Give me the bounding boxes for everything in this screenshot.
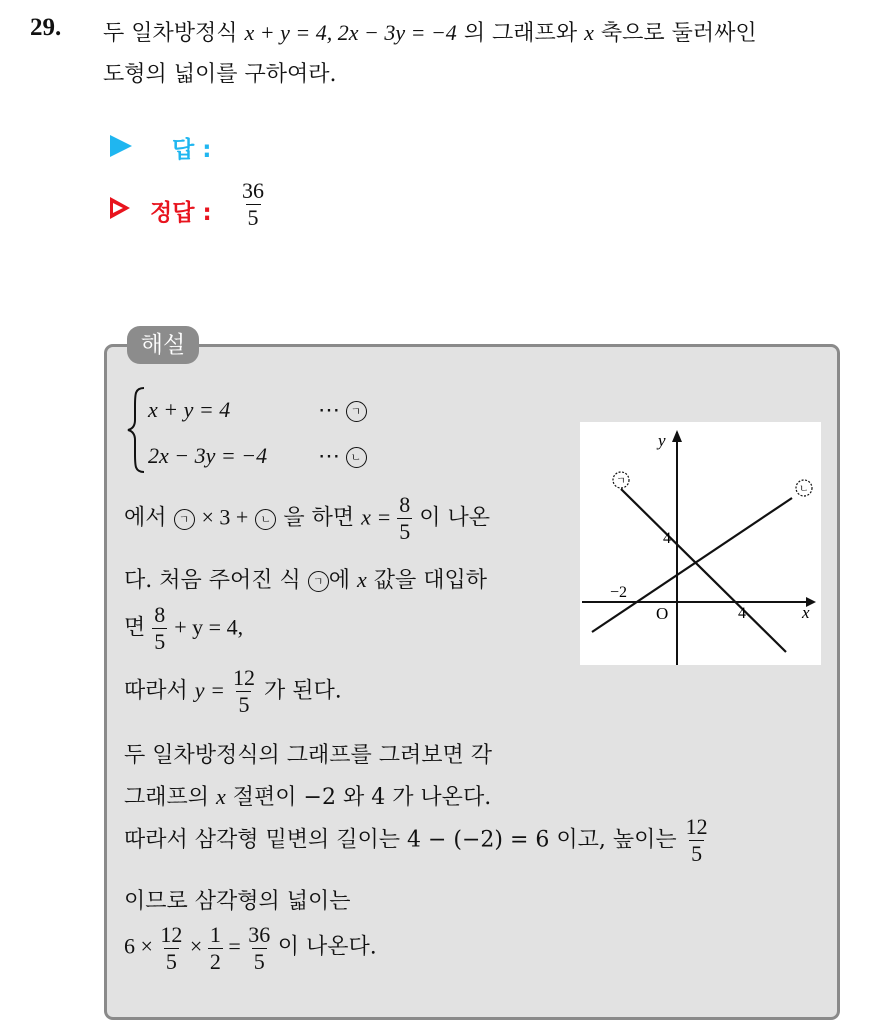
origin-label: O xyxy=(656,604,669,623)
system-equation-2-ref: ⋯ ㄴ xyxy=(318,443,367,469)
x-axis-label: x xyxy=(802,603,810,622)
line-graph xyxy=(580,422,821,665)
graph-line-2 xyxy=(592,498,792,632)
question-text: 축으로 둘러싸인 xyxy=(600,21,757,46)
solution-line-9: 6 × $\frac{12}{5}$ × $\frac{1}{2}$ = $\frac{36}{5}$ 이 나온다. xyxy=(124,922,377,974)
correct-answer-label: 정답 : xyxy=(150,200,212,226)
y-axis-arrow-icon xyxy=(672,430,682,442)
answer-arrow-icon xyxy=(110,135,132,157)
y-intercept-label: 4 xyxy=(663,530,671,547)
question-equations: x + y = 4, 2x − 3y = −4 xyxy=(244,20,457,45)
question-text: 두 일차방정식 xyxy=(103,21,238,46)
question-variable: x xyxy=(584,20,594,45)
solution-line-6: 그래프의 x 절편이 −2 와 4 가 나온다. xyxy=(124,784,492,810)
solution-line-3: 면 $\frac{8}{5}$ + y = 4, xyxy=(124,602,244,654)
solution-line-7: 따라서 삼각형 밑변의 길이는 4 − (−2) = 6 이고, 높이는 $\frac{12}{5}$ xyxy=(124,814,708,866)
system-equation-1: x + y = 4 xyxy=(148,397,231,422)
system-equation-2: 2x − 3y = −4 xyxy=(148,443,268,468)
question-line-2: 도형의 넓이를 구하여라. xyxy=(103,62,337,87)
line-1-label: ㄱ xyxy=(616,476,626,487)
correct-answer-value: $\frac{36}{5}$ xyxy=(242,178,264,230)
question-text: 의 그래프와 xyxy=(463,21,578,46)
graph-panel xyxy=(580,422,821,665)
line-2-label: ㄴ xyxy=(799,484,809,495)
answer-label: 답 : xyxy=(172,137,212,163)
question-line-1 xyxy=(103,16,757,47)
system-equation-1-ref: ⋯ ㄱ xyxy=(318,397,367,423)
solution-line-8: 이므로 삼각형의 넓이는 xyxy=(124,889,351,914)
solution-line-5: 두 일차방정식의 그래프를 그려보면 각 xyxy=(124,743,493,768)
system-brace xyxy=(126,384,148,476)
solution-line-2: 다. 처음 주어진 식 ㄱ 에 x 값을 대입하 xyxy=(124,567,488,593)
graph-line-1 xyxy=(621,489,786,652)
solution-line-1: 에서 ㄱ × 3 + ㄴ 을 하면 x = $\frac{8}{5}$ 이 나온 xyxy=(124,492,491,544)
x-intercept-neg-label: −2 xyxy=(610,584,628,601)
solution-line-4: 따라서 y = $\frac{12}{5}$ 가 된다. xyxy=(124,665,342,717)
question-number: 29. xyxy=(30,14,62,41)
x-intercept-pos-label: 4 xyxy=(738,605,746,622)
y-axis-label: y xyxy=(658,431,666,450)
solution-tag: 해설 xyxy=(127,326,199,364)
